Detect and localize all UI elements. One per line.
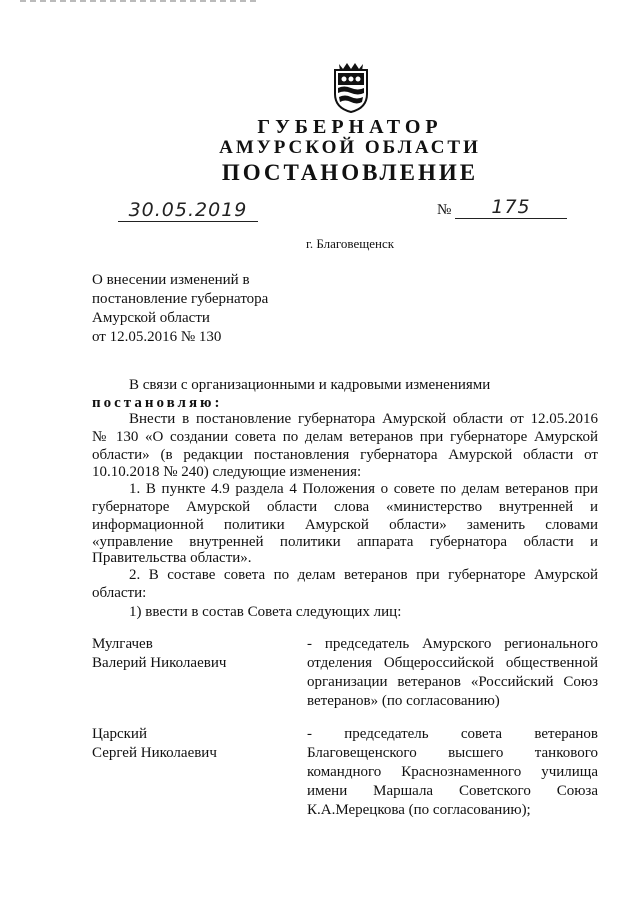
role-line: ветеранов» (по согласованию) (307, 693, 500, 709)
member-given-names: Сергей Николаевич (92, 745, 217, 761)
role-line: Благовещенского высшего танкового (307, 745, 598, 761)
paragraph-line: «управление внутренней политики аппарата губернатора области и (92, 534, 598, 550)
member-given-names: Валерий Николаевич (92, 655, 227, 671)
subject-line: постановление губернатора (92, 291, 269, 307)
role-line: - председатель совета ветеранов (307, 726, 598, 742)
header-title-line1: ГУБЕРНАТОР (257, 116, 443, 138)
paragraph-line: 10.10.2018 № 240) следующие изменения: (92, 464, 362, 480)
member-name (92, 725, 217, 763)
member-role (307, 635, 598, 711)
document-date: 30.05.2019 (118, 199, 258, 222)
role-line: организации ветеранов «Российский Союз (307, 674, 598, 690)
role-line: - председатель Амурского регионального (307, 636, 598, 652)
paragraph-line: Внести в постановление губернатора Амурской области от 12.05.2016 (129, 411, 598, 427)
role-line: отделения Общероссийской общественной (307, 655, 598, 671)
member-role (307, 725, 598, 820)
paragraph-line: области» (в редакции постановления губернатора Амурской области от (92, 447, 598, 463)
document-type: ПОСТАНОВЛЕНИЕ (221, 160, 479, 185)
document-number: 175 (455, 196, 567, 219)
subject-line: Амурской области (92, 310, 210, 326)
paragraph-line: губернаторе Амурской области слова «министерство внутренней и (92, 499, 598, 515)
city-line: г. Благовещенск (305, 236, 395, 251)
paragraph-line: Правительства области». (92, 550, 252, 566)
paragraph-line: информационной политики Амурской области» заменить словами (92, 517, 598, 533)
role-line: К.А.Мерецкова (по согласованию); (307, 802, 531, 818)
paragraph-line: области: (92, 585, 147, 601)
decree-word: постановляю: (92, 395, 223, 411)
header-title-line2: АМУРСКОЙ ОБЛАСТИ (219, 137, 481, 158)
number-sign: № (437, 202, 452, 218)
coat-of-arms-icon (329, 60, 373, 114)
subject-line: О внесении изменений в (92, 272, 250, 288)
paragraph-line: 2. В составе совета по делам ветеранов при губернаторе Амурской (129, 567, 598, 583)
document-subject (92, 271, 268, 347)
paragraph-line: № 130 «О создании совета по делам ветеранов при губернаторе Амурской (92, 429, 598, 445)
scan-artifact (20, 0, 260, 2)
role-line: имени Маршала Советского Союза (307, 783, 598, 799)
member-name (92, 635, 226, 673)
member-surname: Царский (92, 726, 147, 742)
paragraph-line: 1. В пункте 4.9 раздела 4 Положения о совете по делам ветеранов при (129, 481, 598, 497)
member-surname: Мулгачев (92, 636, 153, 652)
subject-line: от 12.05.2016 № 130 (92, 329, 222, 345)
intro-line: В связи с организационными и кадровыми изменениями (129, 377, 491, 393)
paragraph-line: 1) ввести в состав Совета следующих лиц: (129, 604, 402, 620)
role-line: командного Краснознаменного училища (307, 764, 598, 780)
